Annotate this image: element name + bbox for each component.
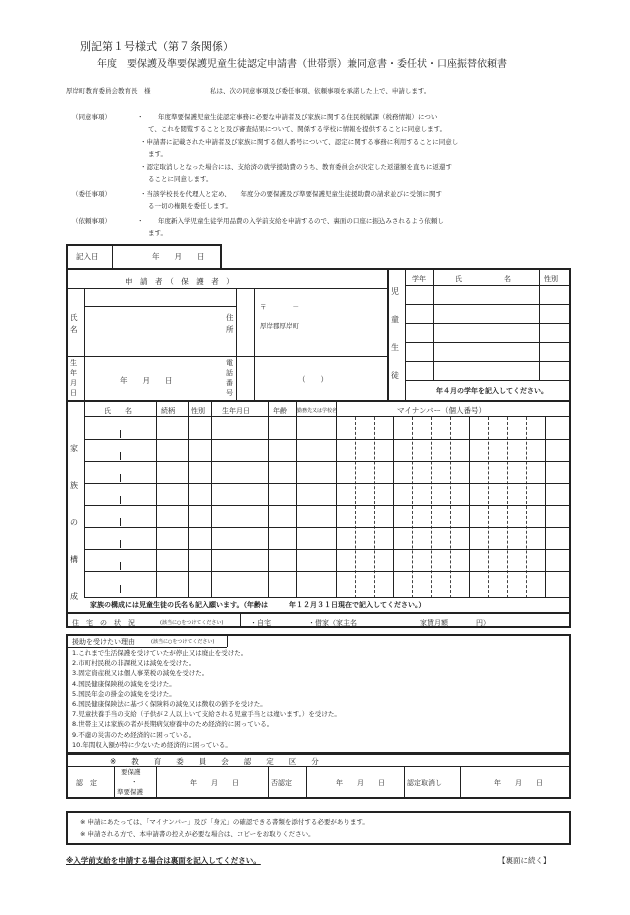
reason-item[interactable]: 9.不慮の災害のため経済的に困っている。 [72, 730, 196, 739]
note-1: ※ 申請にあたっては、「マイナンバー」及び「身元」の確認できる書類を添付する必要があります。 [80, 818, 369, 826]
phone-label: 電話番号 [226, 359, 233, 397]
reason-item[interactable]: 4.国民健康保険税の減免を受けた。 [72, 679, 176, 688]
bullet: ・ [137, 217, 144, 225]
footer-left: ※入学前支給を申請する場合は裏面を記入してください。 [66, 856, 261, 865]
family-side-label: 家族の構成 [70, 444, 78, 601]
housing-rent-fee[interactable]: 家賃月額 円） [420, 619, 490, 627]
student-note: 年４月の学年を記入してください。 [436, 387, 548, 395]
family-col-dob: 生年月日 [222, 407, 250, 415]
dob-field[interactable]: 年 月 日 [120, 376, 173, 385]
reason-item[interactable]: 6.国民健康保険法に基づく保険料の減免又は徴収の猶予を受けた。 [72, 700, 267, 708]
agree-3a: ・認定取消しとなった場合には、支給済の就学援助費のうち、教育委員会が決定した返還額を直ちに返還す [140, 163, 452, 171]
family-note: 家族の構成には児童生徒の氏名も記入願います。（年齢は 年１２月３１日現在で記入してください。） [90, 601, 426, 609]
dob-label: 生年月日 [70, 359, 77, 397]
student-side-label: 児童生徒 [391, 287, 399, 380]
reason-item[interactable]: 5.国民年金の掛金の減免を受けた。 [72, 689, 176, 698]
agree-2a: ・申請書に記載された申請者及び家族に関する個人番号について、認定に関する事務に利用することに同意し [140, 138, 459, 146]
board-category-1: 要保護 [121, 768, 141, 776]
addressee: 厚岸町教育委員会教育長 様 [66, 87, 151, 95]
family-col-sex: 性別 [191, 407, 205, 415]
note-2: ※ 申請される方で、本申請書の控えが必要な場合は、コピーをお取りください。 [80, 830, 315, 838]
board-category-dot: ・ [131, 778, 138, 786]
housing-label: 住 宅 の 状 況 [72, 619, 135, 627]
postal-code[interactable]: 〒 － [260, 303, 299, 311]
housing-hint: (該当に○をつけてください) [160, 620, 224, 626]
student-col-sex: 性別 [544, 275, 558, 283]
bullet: ・ [137, 113, 144, 121]
intro-statement: 私は、次の同意事項及び委任事項、依頼事項を承諾した上で、申請します。 [210, 87, 431, 95]
applicant-address-label: 住所 [226, 313, 234, 334]
reason-item[interactable]: 1.これまで生活保護を受けていたが停止又は廃止を受けた。 [72, 649, 248, 657]
board-revoke: 認定取消し [407, 779, 442, 787]
address-value[interactable]: 厚岸郡厚岸町 [260, 322, 299, 330]
delegate-1a: ・当該学校長を代理人と定め、 年度分の要保護及び準要保護児童生徒援助費の請求並びに受領に関す [140, 190, 442, 198]
reason-item[interactable]: 2.市町村民税の非課税又は減免を受けた。 [72, 659, 196, 668]
housing-own[interactable]: ・自宅 [250, 619, 271, 627]
board-approve: 認 定 [76, 779, 97, 787]
housing-rent[interactable]: ・借家（家主名 [308, 619, 357, 627]
agree-2b: ます。 [148, 150, 167, 158]
family-col-age: 年齢 [273, 407, 287, 415]
reasons-label: 援助を受けたい理由 [72, 638, 135, 646]
form-number: 別記第１号様式（第７条関係） [80, 40, 234, 53]
family-col-name: 氏 名 [104, 407, 132, 415]
board-deny: 否認定 [271, 779, 292, 787]
family-col-relation: 続柄 [161, 407, 175, 415]
page-title: 年度 要保護及準要保護児童生徒認定申請書（世帯票）兼同意書・委任状・口座振替依頼書 [97, 59, 507, 70]
student-col-grade: 学年 [412, 275, 426, 283]
family-col-work: 勤務先又は学校名 [297, 408, 338, 414]
applicant-name-label: 氏名 [70, 313, 78, 334]
agree-label: （同意事項） [72, 113, 111, 121]
board-header: ※ 教 育 委 員 会 認 定 区 分 [110, 757, 319, 766]
board-deny-date: 年 月 日 [336, 779, 385, 787]
applicant-name-field[interactable] [86, 308, 234, 354]
phone-field[interactable]: （ ） [298, 375, 328, 384]
reason-item[interactable]: 10.年間収入額が特に少ないため経済的に困っている。 [72, 740, 232, 749]
reason-item[interactable]: 3.固定資産税又は個人事業税の減免を受けた。 [72, 669, 209, 678]
delegate-1b: る一切の権限を委任します。 [148, 202, 232, 210]
reason-item[interactable]: 7.児童扶養手当の支給（子供が２人以上いて支給される児童手当とは違います。）を受けた。 [72, 710, 341, 719]
board-revoke-date: 年 月 日 [494, 779, 543, 787]
delegate-label: （委任事項） [72, 190, 111, 198]
student-col-name: 氏 名 [455, 275, 511, 283]
board-category-2: 準要保護 [117, 788, 143, 796]
entry-date-label: 記入日 [76, 252, 99, 261]
agree-1a: 年度準要保護児童生徒認定事務に必要な申請者及び家族に関する住民税賦課（税務情報）につい [158, 113, 438, 121]
entry-date-field[interactable]: 年 月 日 [152, 252, 205, 261]
family-col-mynumber: マイナンバー（個人番号） [397, 406, 486, 415]
reason-item[interactable]: 8.世帯主又は家族の者が長期病気療養中のため経済的に困っている。 [72, 720, 274, 729]
footer-right: 【裏面に続く】 [498, 856, 551, 865]
board-approve-date: 年 月 日 [190, 779, 239, 787]
request-1a: 年度新入学児童生徒学用品費の入学前支給を申請するので、裏面の口座に振込みされるよう依頼し [158, 217, 444, 225]
request-1b: ます。 [148, 229, 167, 237]
agree-3b: ることに同意します。 [148, 175, 213, 183]
request-label: （依頼事項） [72, 217, 111, 225]
applicant-header: 申 請 者 （ 保 護 者 ） [125, 277, 234, 286]
agree-1b: て、これを閲覧することと及び審査結果について、関係する学校に情報を提供することに同意します。 [148, 125, 447, 133]
reasons-hint: (該当に○をつけてください) [151, 639, 215, 645]
